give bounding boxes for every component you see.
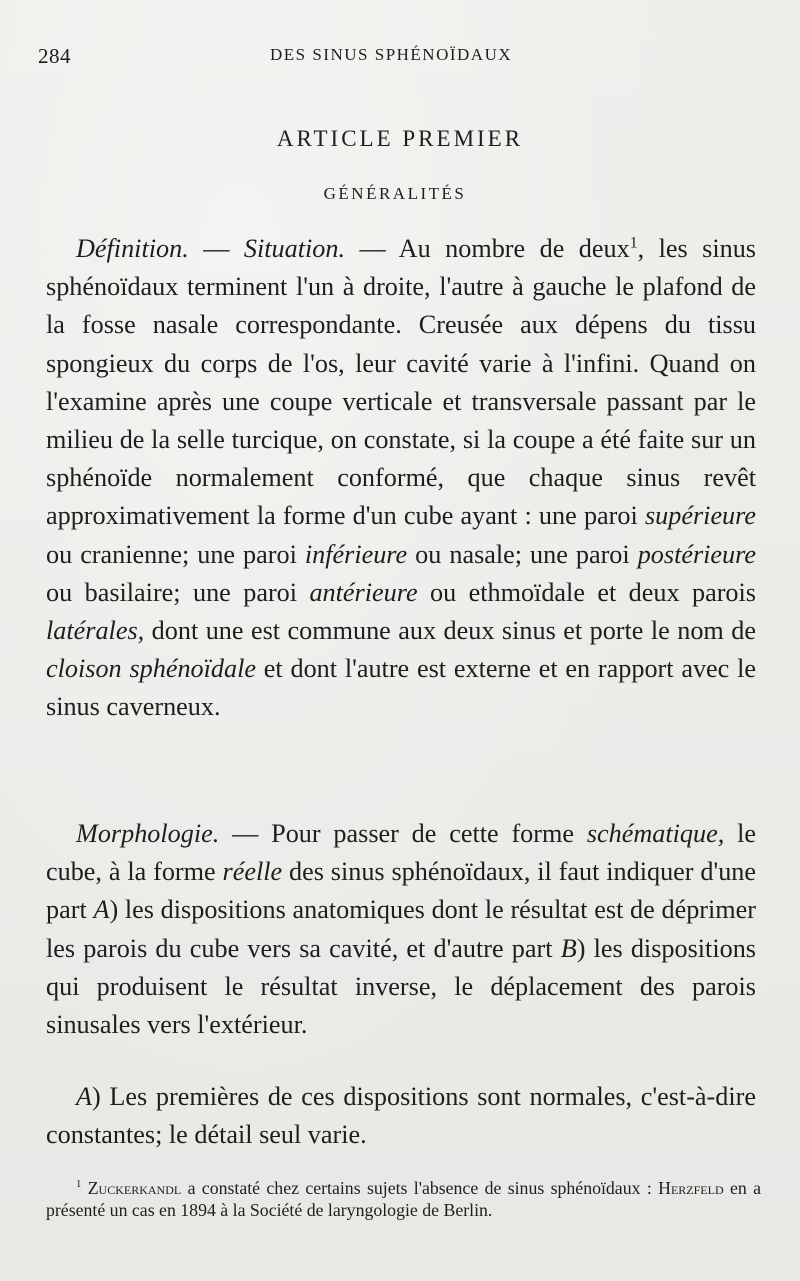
article-heading: ARTICLE PREMIER [276,126,524,151]
footnote-marker: 1 [76,1178,82,1191]
page-number: 284 [38,44,71,68]
running-title: DES SINUS SPHÉNOÏDAUX [270,45,513,64]
footnote-reference: 1 [629,234,638,252]
paragraph-morphology: Morphologie. — Pour passer de cette forme schématique, le cube, à la forme réelle des sinus sphénoïdaux, il faut indiquer d'une part A) les dispositions anatomiques dont le résultat est de déprimer les parois du cube vers sa cavité, et d'autre part B) les dispositions qui produisent le résultat inverse, le déplacement des parois sinusales vers l'extérieur. [46,819,756,1040]
lead-situation: Situation. [243,234,345,263]
footnote: $^1$ Zuckerkandl a constaté chez certains sujets l'absence de sinus sphénoïdaux : Herzfeld en a présenté un cas en 1894 à la Société de laryngologie de Berlin. [46,1178,761,1220]
footnote-author-herzfeld: Herzfeld [658,1178,724,1198]
section-heading: GÉNÉRALITÉS [323,184,467,203]
lead-morphology: Morphologie. [76,819,220,848]
paragraph-definition: Définition. — Situation. — Au nombre de deux$^1$, les sinus sphénoïdaux terminent l'un à droite, l'autre à gauche le plafond de la fosse nasale correspondante. Creusée aux dépens du tissu spongieux du corps de l'os, leur cavité varie à l'infini. Quand on l'examine après une coupe verticale et transversale passant par le milieu de la selle turcique, on constate, si la coupe a été faite sur un sphénoïde normalement conformé, que chaque sinus revêt approximativement la forme d'un cube ayant : une paroi supérieure ou cranienne; une paroi inférieure ou nasale; une paroi postérieure ou basilaire; une paroi antérieure ou ethmoïdale et deux parois latérales, dont une est commune aux deux sinus et porte le nom de cloison sphénoïdale et dont l'autre est externe et en rapport avec le sinus caverneux. [46,234,756,722]
footnote-author-zuckerkandl: Zuckerkandl [87,1178,182,1198]
running-head [38,40,762,70]
lead-definition: Définition. [76,234,189,263]
paragraph-dispositions: A) Les premières de ces dispositions sont normales, c'est-à-dire constantes; le détail seul varie. [46,1082,756,1150]
